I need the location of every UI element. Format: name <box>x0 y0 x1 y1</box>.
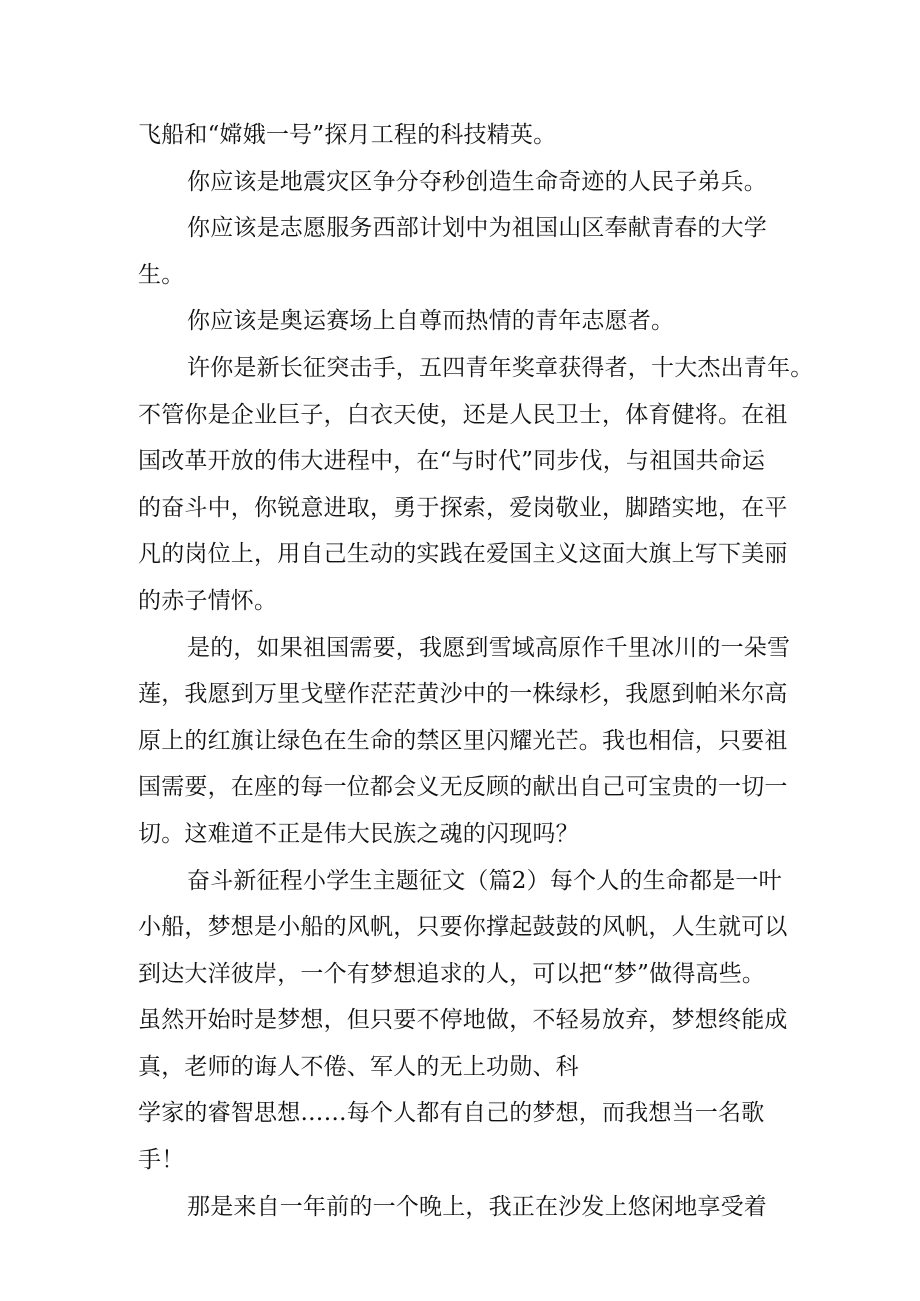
text-line: 学家的睿智思想……每个人都有自己的梦想，而我想当一名歌 <box>138 1100 765 1127</box>
text-line: 莲，我愿到万里戈壁作茫茫黄沙中的一株绿杉，我愿到帕米尔高 <box>138 681 788 708</box>
text-line: 飞船和“嫦娥一号”探月工程的科技精英。 <box>138 122 557 148</box>
text-line: 到达大洋彼岸，一个有梦想追求的人，可以把“梦”做得高些。 <box>138 960 766 987</box>
text-line: 真，老师的诲人不倦、军人的无上功勋、科 <box>138 1053 579 1080</box>
text-line: 你应该是奥运赛场上自尊而热情的青年志愿者。 <box>187 308 675 335</box>
text-line: 虽然开始时是梦想，但只要不停地做，不轻易放弃，梦想终能成 <box>138 1007 788 1034</box>
document-body <box>138 112 814 1230</box>
text-line: 小船，梦想是小船的风帆，只要你撑起鼓鼓的风帆，人生就可以 <box>138 914 788 941</box>
text-line: 那是来自一年前的一个晚上，我正在沙发上悠闲地享受着 <box>187 1193 767 1220</box>
text-line: 国改革开放的伟大进程中，在“与时代”同步伐，与祖国共命运 <box>138 448 766 475</box>
text-line: 生。 <box>138 261 185 288</box>
text-line: 的奋斗中，你锐意进取，勇于探索，爱岗敬业，脚踏实地，在平 <box>138 494 788 521</box>
text-line: 你应该是地震灾区争分夺秒创造生命奇迹的人民子弟兵。 <box>187 168 767 195</box>
text-line: 的赤子情怀。 <box>138 587 278 614</box>
text-line: 原上的红旗让绿色在生命的禁区里闪耀光芒。我也相信，只要祖 <box>138 727 788 754</box>
text-line: 你应该是志愿服务西部计划中为祖国山区奉献青春的大学 <box>187 215 767 242</box>
text-line: 是的，如果祖国需要，我愿到雪域高原作千里冰川的一朵雪 <box>187 634 791 661</box>
text-line: 奋斗新征程小学生主题征文（篇2）每个人的生命都是一叶 <box>187 867 782 894</box>
text-line: 不管你是企业巨子，白衣天使，还是人民卫士，体育健将。在祖 <box>138 401 788 428</box>
text-line: 凡的岗位上，用自己生动的实践在爱国主义这面大旗上写下美丽 <box>138 541 788 568</box>
text-line: 手！ <box>138 1147 185 1174</box>
text-line: 切。这难道不正是伟大民族之魂的闪现吗？ <box>138 820 579 847</box>
text-line: 许你是新长征突击手，五四青年奖章获得者，十大杰出青年。 <box>187 354 814 381</box>
text-line: 国需要，在座的每一位都会义无反顾的献出自己可宝贵的一切一 <box>138 774 788 801</box>
